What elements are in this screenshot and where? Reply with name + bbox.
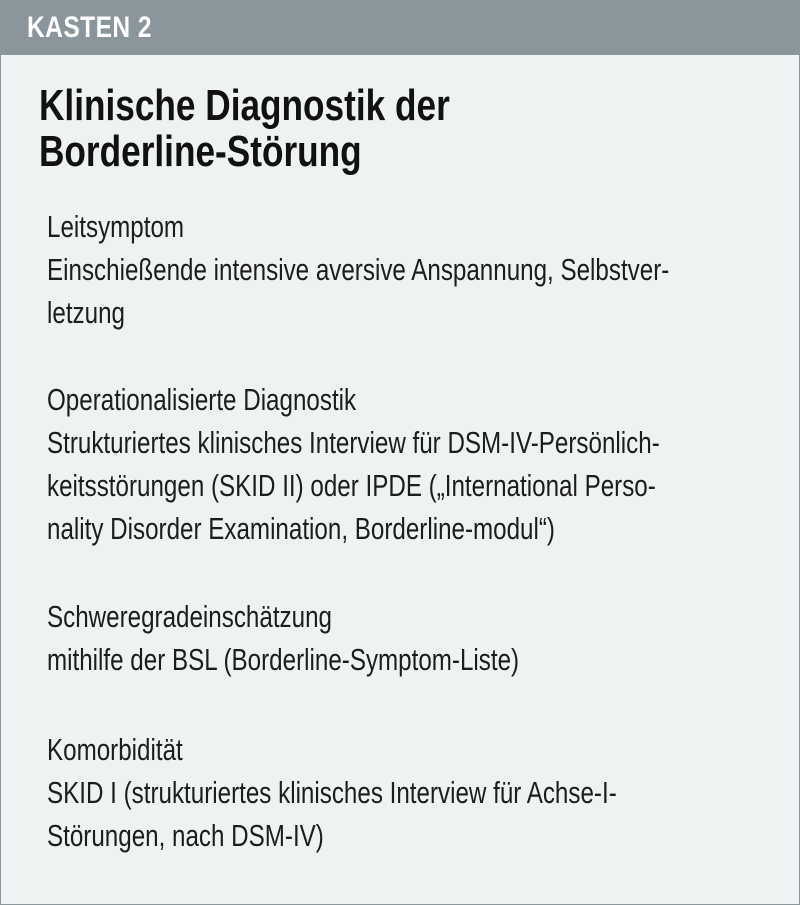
section-operationalisierte-diagnostik [47, 378, 753, 550]
box-title [39, 83, 450, 175]
section-komorbiditaet [47, 728, 753, 857]
box-header [1, 1, 799, 55]
section-text-line: mithilfe der BSL (Borderline-Symptom-Liste) [47, 642, 520, 677]
section-leitsymptom [47, 205, 753, 334]
section-heading: Operationalisierte Diagnostik [47, 382, 357, 417]
section-text-line: SKID I (strukturiertes klinisches Interview für Achse-I- [47, 775, 617, 810]
section-heading: Schweregradeinschätzung [47, 599, 332, 634]
section-heading: Komorbidität [47, 732, 183, 767]
section-schweregradeinschaetzung [47, 595, 753, 681]
section-text-line: letzung [47, 295, 125, 330]
section-text-line: nality Disorder Examination, Borderline-modul“) [47, 511, 555, 546]
section-text-line: keitsstörungen (SKID II) oder IPDE („International Perso- [47, 468, 656, 503]
box-label: KASTEN 2 [27, 11, 152, 44]
section-text-line: Strukturiertes klinisches Interview für DSM-IV-Persönlich- [47, 425, 660, 460]
section-text-line: Störungen, nach DSM-IV) [47, 818, 324, 853]
box-title-line-2: Borderline-Störung [39, 127, 362, 176]
section-text-line: Einschießende intensive aversive Anspannung, Selbstver- [47, 252, 670, 287]
box-title-line-1: Klinische Diagnostik der [39, 81, 450, 130]
section-heading: Leitsymptom [47, 209, 185, 244]
